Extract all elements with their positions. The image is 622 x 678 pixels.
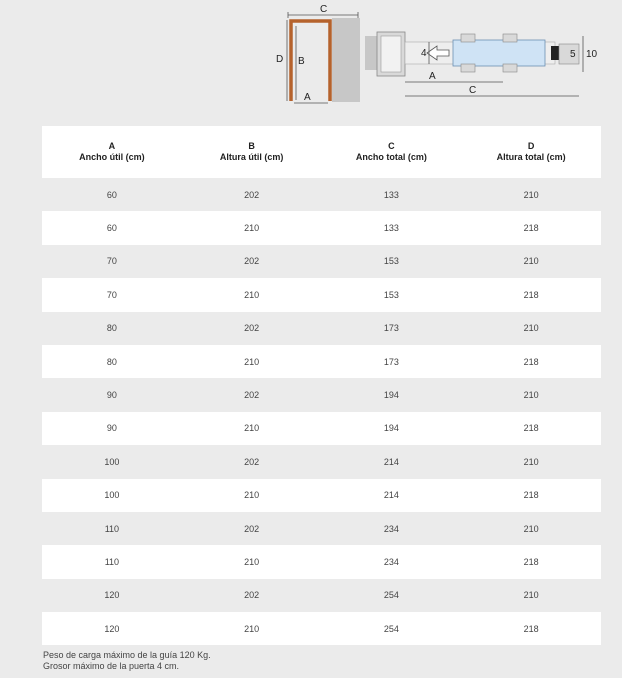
left-profile-inner xyxy=(381,36,401,72)
table-row xyxy=(42,612,601,645)
diagram-area xyxy=(0,0,622,118)
cell-altura-util: 202 xyxy=(182,245,322,278)
cell-altura-util: 202 xyxy=(182,178,322,211)
cell-altura-util: 202 xyxy=(182,312,322,345)
door-front-diagram xyxy=(270,0,370,110)
header-c-letter: C xyxy=(388,141,395,151)
header-b-label: Altura útil (cm) xyxy=(219,152,284,162)
table-row xyxy=(42,545,601,578)
dim-c-label: C xyxy=(320,4,328,15)
cell-altura-total: 210 xyxy=(461,445,601,478)
cell-ancho-total: 153 xyxy=(322,245,462,278)
cell-ancho-util: 90 xyxy=(42,378,182,411)
cell-altura-util: 210 xyxy=(182,545,322,578)
cell-altura-total: 210 xyxy=(461,378,601,411)
header-d-letter: D xyxy=(527,141,535,151)
header-c xyxy=(322,126,462,178)
cell-ancho-util: 70 xyxy=(42,245,182,278)
header-d-label: Altura total (cm) xyxy=(496,152,566,162)
cell-altura-total: 218 xyxy=(461,545,601,578)
wall-block xyxy=(332,18,360,102)
cell-ancho-total: 194 xyxy=(322,412,462,445)
leaf-fixing-3 xyxy=(503,34,517,42)
cell-ancho-total: 194 xyxy=(322,378,462,411)
cell-altura-total: 210 xyxy=(461,245,601,278)
dim-useful-label: A xyxy=(429,71,436,82)
cell-altura-total: 218 xyxy=(461,479,601,512)
cell-ancho-total: 173 xyxy=(322,345,462,378)
note-max-thickness: Grosor máximo de la puerta 4 cm. xyxy=(43,661,180,671)
cell-ancho-total: 254 xyxy=(322,579,462,612)
table-row xyxy=(42,245,601,278)
door-frame xyxy=(291,21,330,101)
cell-altura-util: 210 xyxy=(182,612,322,645)
cell-ancho-util: 120 xyxy=(42,579,182,612)
cell-ancho-util: 100 xyxy=(42,445,182,478)
cell-altura-util: 210 xyxy=(182,278,322,311)
cell-ancho-total: 214 xyxy=(322,479,462,512)
dim-thickness-label: 4 xyxy=(421,48,427,59)
cell-ancho-util: 90 xyxy=(42,412,182,445)
leaf-fixing-4 xyxy=(503,64,517,72)
cell-altura-total: 218 xyxy=(461,612,601,645)
cell-altura-total: 218 xyxy=(461,412,601,445)
table-row xyxy=(42,378,601,411)
table-row xyxy=(42,312,601,345)
cell-altura-util: 210 xyxy=(182,211,322,244)
dim-a-label: A xyxy=(304,92,311,103)
dim-b-label: B xyxy=(298,56,305,67)
cell-ancho-util: 60 xyxy=(42,178,182,211)
cell-ancho-util: 110 xyxy=(42,512,182,545)
table-header-row xyxy=(42,126,601,178)
leaf-fixing-2 xyxy=(461,64,475,72)
header-a-letter: A xyxy=(108,141,116,151)
cell-ancho-total: 234 xyxy=(322,512,462,545)
cell-ancho-util: 80 xyxy=(42,345,182,378)
dim-d-label: D xyxy=(276,54,284,65)
cell-ancho-util: 100 xyxy=(42,479,182,512)
table-row xyxy=(42,412,601,445)
table-row xyxy=(42,278,601,311)
table-row xyxy=(42,512,601,545)
cell-altura-total: 210 xyxy=(461,178,601,211)
footnotes xyxy=(43,650,211,672)
table-row xyxy=(42,178,601,211)
cell-altura-util: 202 xyxy=(182,579,322,612)
cell-ancho-util: 110 xyxy=(42,545,182,578)
cell-ancho-util: 80 xyxy=(42,312,182,345)
cell-ancho-util: 60 xyxy=(42,211,182,244)
table-row xyxy=(42,479,601,512)
cell-ancho-total: 214 xyxy=(322,445,462,478)
header-c-label: Ancho total (cm) xyxy=(355,152,427,162)
cell-altura-util: 210 xyxy=(182,479,322,512)
cell-altura-total: 210 xyxy=(461,579,601,612)
cell-ancho-total: 254 xyxy=(322,612,462,645)
cell-altura-util: 202 xyxy=(182,445,322,478)
table-row xyxy=(42,211,601,244)
header-d xyxy=(461,126,601,178)
cell-ancho-total: 133 xyxy=(322,178,462,211)
dim-height-label: 10 xyxy=(586,49,598,60)
end-stop xyxy=(551,46,559,60)
cell-altura-util: 210 xyxy=(182,345,322,378)
table-row xyxy=(42,445,601,478)
end-block xyxy=(559,44,579,64)
cell-altura-total: 218 xyxy=(461,345,601,378)
cell-ancho-util: 70 xyxy=(42,278,182,311)
table-row xyxy=(42,345,601,378)
header-b-letter: B xyxy=(248,141,255,151)
cell-altura-total: 218 xyxy=(461,211,601,244)
cell-altura-total: 218 xyxy=(461,278,601,311)
cell-altura-total: 210 xyxy=(461,512,601,545)
cell-altura-util: 202 xyxy=(182,512,322,545)
cell-ancho-util: 120 xyxy=(42,612,182,645)
cell-altura-total: 210 xyxy=(461,312,601,345)
cell-ancho-total: 234 xyxy=(322,545,462,578)
cell-ancho-total: 153 xyxy=(322,278,462,311)
note-max-load: Peso de carga máximo de la guía 120 Kg. xyxy=(43,650,211,660)
dim-total-label: C xyxy=(469,85,477,96)
door-leaf xyxy=(453,40,545,66)
cell-altura-util: 210 xyxy=(182,412,322,445)
cell-ancho-total: 133 xyxy=(322,211,462,244)
cell-altura-util: 202 xyxy=(182,378,322,411)
rail-section-diagram xyxy=(365,0,605,110)
header-a xyxy=(42,126,182,178)
header-b xyxy=(182,126,322,178)
dim-inner-label: 5 xyxy=(570,49,576,60)
cell-ancho-total: 173 xyxy=(322,312,462,345)
table-row xyxy=(42,579,601,612)
dimensions-table xyxy=(42,126,601,645)
leaf-fixing-1 xyxy=(461,34,475,42)
header-a-label: Ancho útil (cm) xyxy=(79,152,145,162)
